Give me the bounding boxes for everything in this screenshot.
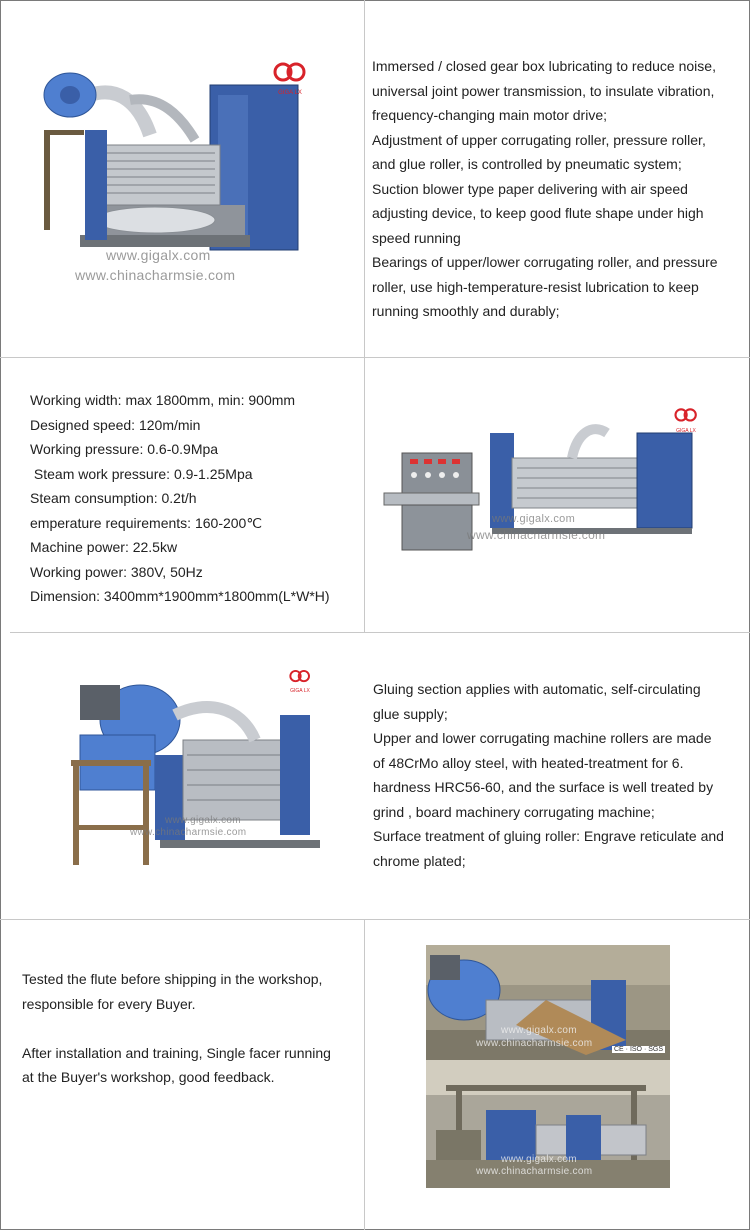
text-line: Adjustment of upper corrugating roller, pressure roller, bbox=[372, 131, 706, 148]
row-divider-3 bbox=[0, 919, 750, 920]
row2-machine-photo bbox=[372, 403, 702, 553]
spec-designed-speed: Designed speed: 120m/min bbox=[30, 416, 201, 433]
text-line: running smoothly and durably; bbox=[372, 303, 560, 319]
watermark-chinacharmsie-2: www.chinacharmsie.com bbox=[476, 1166, 593, 1177]
spec-working-width: Working width: max 1800mm, min: 900mm bbox=[30, 392, 296, 408]
column-divider-4 bbox=[364, 919, 365, 1230]
watermark-gigalx: www.gigalx.com bbox=[165, 815, 241, 826]
logo-text: GIGA LX bbox=[278, 90, 302, 96]
gigalx-logo-icon bbox=[287, 669, 313, 687]
text-line: hardness HRC56-60, and the surface is well treated by bbox=[373, 779, 714, 795]
spec-working-pressure: Working pressure: 0.6-0.9Mpa bbox=[30, 441, 219, 457]
watermark-chinacharmsie: www.chinacharmsie.com bbox=[130, 827, 247, 838]
watermark-gigalx: www.gigalx.com bbox=[492, 513, 576, 525]
spec-steam-consumption: Steam consumption: 0.2t/h bbox=[30, 490, 197, 506]
logo-text: GIGA LX bbox=[290, 688, 310, 694]
certification-badges: CE · ISO · SGS bbox=[614, 1046, 664, 1053]
watermark-gigalx: www.gigalx.com bbox=[106, 247, 211, 263]
watermark-chinacharmsie: www.chinacharmsie.com bbox=[75, 267, 236, 283]
spec-machine-power: Machine power: 22.5kw bbox=[30, 539, 178, 555]
spec-working-power: Working power: 380V, 50Hz bbox=[30, 563, 203, 580]
watermark-gigalx-2: www.gigalx.com bbox=[501, 1154, 577, 1165]
watermark-chinacharmsie: www.chinacharmsie.com bbox=[467, 528, 606, 542]
text-line: Suction blower type paper delivering with air speed bbox=[372, 180, 688, 197]
text-line: glue supply; bbox=[373, 705, 448, 722]
row-divider-2 bbox=[10, 632, 750, 633]
workshop-photo-2 bbox=[426, 1060, 670, 1188]
text-line: and glue roller, is controlled by pneumatic system; bbox=[372, 156, 682, 172]
watermark-chinacharmsie: www.chinacharmsie.com bbox=[476, 1038, 593, 1049]
text-line: responsible for every Buyer. bbox=[22, 995, 196, 1012]
gigalx-logo-icon bbox=[270, 61, 310, 89]
text-line: frequency-changing main motor drive; bbox=[372, 107, 608, 123]
text-line: chrome plated; bbox=[373, 852, 466, 869]
gigalx-logo bbox=[287, 669, 313, 694]
workshop-photo-1 bbox=[426, 945, 670, 1060]
logo-text: GIGA LX bbox=[676, 428, 696, 434]
gigalx-logo bbox=[672, 407, 700, 434]
text-line: of 48CrMo alloy steel, with heated-treatment for 6. bbox=[373, 754, 684, 771]
row3-feature-text bbox=[373, 677, 724, 873]
row2-spec-list bbox=[30, 388, 330, 609]
row1-feature-text bbox=[372, 54, 718, 324]
row1-machine-photo bbox=[30, 55, 330, 295]
text-line: universal joint power transmission, to insulate vibration, bbox=[372, 82, 715, 99]
text-line: Gluing section applies with automatic, self-circulating bbox=[373, 681, 701, 697]
gigalx-logo bbox=[270, 61, 310, 96]
watermark-gigalx: www.gigalx.com bbox=[501, 1025, 577, 1036]
text-line: Immersed / closed gear box lubricating to reduce noise, bbox=[372, 58, 716, 74]
text-line: Upper and lower corrugating machine rollers are made bbox=[373, 730, 712, 746]
text-line: Bearings of upper/lower corrugating roller, and pressure bbox=[372, 254, 718, 270]
spec-steam-pressure: Steam work pressure: 0.9-1.25Mpa bbox=[30, 465, 253, 482]
text-line: grind , board machinery corrugating machine; bbox=[373, 803, 655, 820]
row3-machine-photo bbox=[65, 665, 325, 870]
text-line: speed running bbox=[372, 229, 461, 246]
text-line: roller, use high-temperature-resist lubrication to keep bbox=[372, 278, 699, 295]
column-divider-2 bbox=[364, 357, 365, 632]
column-divider-1 bbox=[364, 0, 365, 357]
single-facer-blower-illustration bbox=[65, 665, 325, 870]
row4-feedback-text bbox=[22, 967, 331, 1090]
text-line: adjusting device, to keep good flute shape under high bbox=[372, 205, 704, 221]
row-divider-1 bbox=[0, 357, 750, 358]
spec-dimension: Dimension: 3400mm*1900mm*1800mm(L*W*H) bbox=[30, 588, 330, 604]
gigalx-logo-icon bbox=[672, 407, 700, 427]
text-line: Surface treatment of gluing roller: Engrave reticulate and bbox=[373, 828, 724, 844]
text-line: at the Buyer's workshop, good feedback. bbox=[22, 1069, 275, 1085]
spec-temperature: emperature requirements: 160-200℃ bbox=[30, 514, 263, 531]
text-line: Tested the flute before shipping in the workshop, bbox=[22, 971, 323, 987]
text-line: After installation and training, Single facer running bbox=[22, 1044, 331, 1061]
